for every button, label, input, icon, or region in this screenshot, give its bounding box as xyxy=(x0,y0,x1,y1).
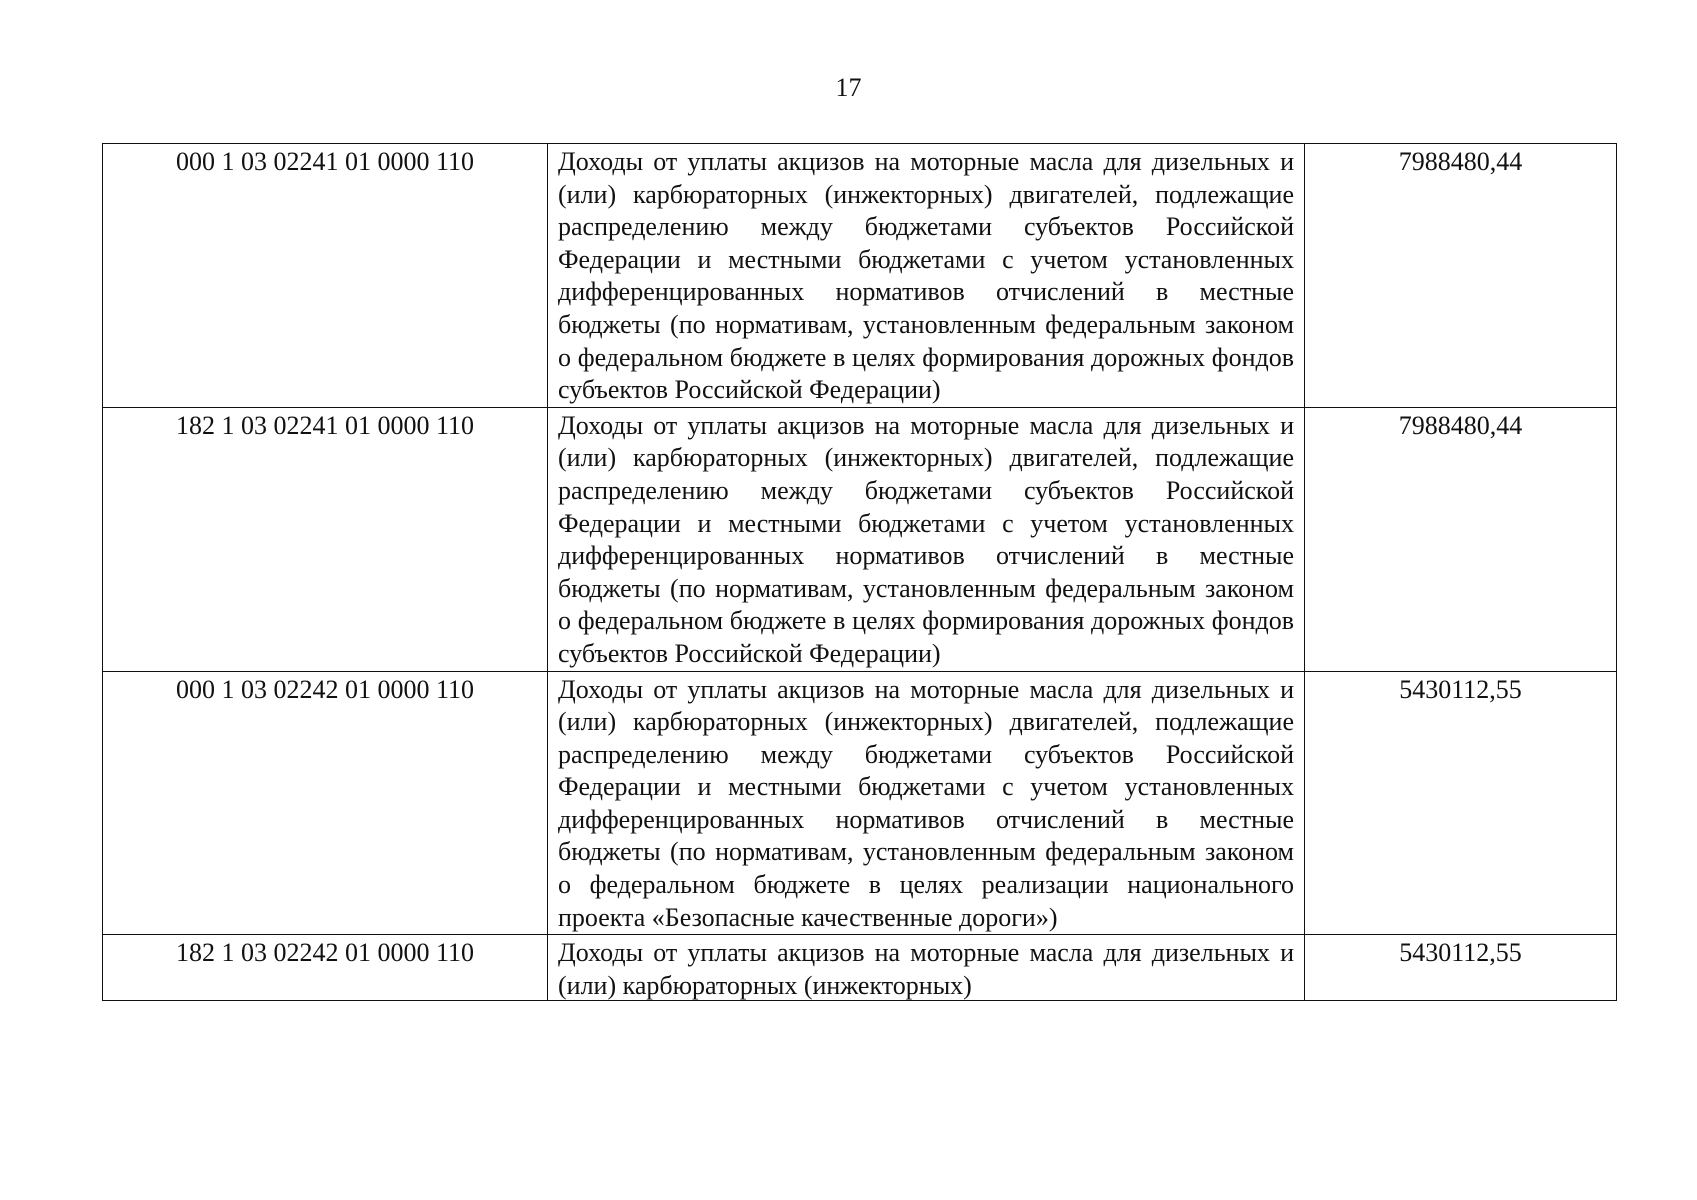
revenue-amount: 5430112,55 xyxy=(1305,671,1617,935)
budget-revenue-table xyxy=(102,143,1617,1001)
revenue-description-text: Доходы от уплаты акцизов на моторные масла для дизельных и (или) карбюраторных (инжекторных) xyxy=(558,938,1294,1000)
table-row xyxy=(103,407,1617,671)
revenue-amount: 5430112,55 xyxy=(1305,935,1617,1001)
table-row xyxy=(103,671,1617,935)
table-row xyxy=(103,935,1617,1001)
page-number: 17 xyxy=(835,73,862,102)
revenue-code: 000 1 03 02241 01 0000 110 xyxy=(103,144,548,408)
revenue-amount: 7988480,44 xyxy=(1305,144,1617,408)
revenue-description: Доходы от уплаты акцизов на моторные масла для дизельных и (или) карбюраторных (инжекторных) двигателей, подлежащие распределению между бюджетами субъектов Российской Федерации и местными бюджетами с учетом установленных дифференцированных нормативов отчислений в местные бюджеты (по нормативам, установленным федеральным законом о федеральном бюджете в целях формирования дорожных фондов субъектов Российской Федерации) xyxy=(548,407,1305,671)
revenue-code: 182 1 03 02241 01 0000 110 xyxy=(103,407,548,671)
revenue-description: Доходы от уплаты акцизов на моторные масла для дизельных и (или) карбюраторных (инжекторных) двигателей, подлежащие распределению между бюджетами субъектов Российской Федерации и местными бюджетами с учетом установленных дифференцированных нормативов отчислений в местные бюджеты (по нормативам, установленным федеральным законом о федеральном бюджете в целях реализации национального проекта «Безопасные качественные дороги») xyxy=(548,671,1305,935)
table-row xyxy=(103,144,1617,408)
revenue-code: 182 1 03 02242 01 0000 110 xyxy=(103,935,548,1001)
revenue-description xyxy=(548,935,1305,1001)
revenue-description: Доходы от уплаты акцизов на моторные масла для дизельных и (или) карбюраторных (инжекторных) двигателей, подлежащие распределению между бюджетами субъектов Российской Федерации и местными бюджетами с учетом установленных дифференцированных нормативов отчислений в местные бюджеты (по нормативам, установленным федеральным законом о федеральном бюджете в целях формирования дорожных фондов субъектов Российской Федерации) xyxy=(548,144,1305,408)
revenue-amount: 7988480,44 xyxy=(1305,407,1617,671)
revenue-code: 000 1 03 02242 01 0000 110 xyxy=(103,671,548,935)
